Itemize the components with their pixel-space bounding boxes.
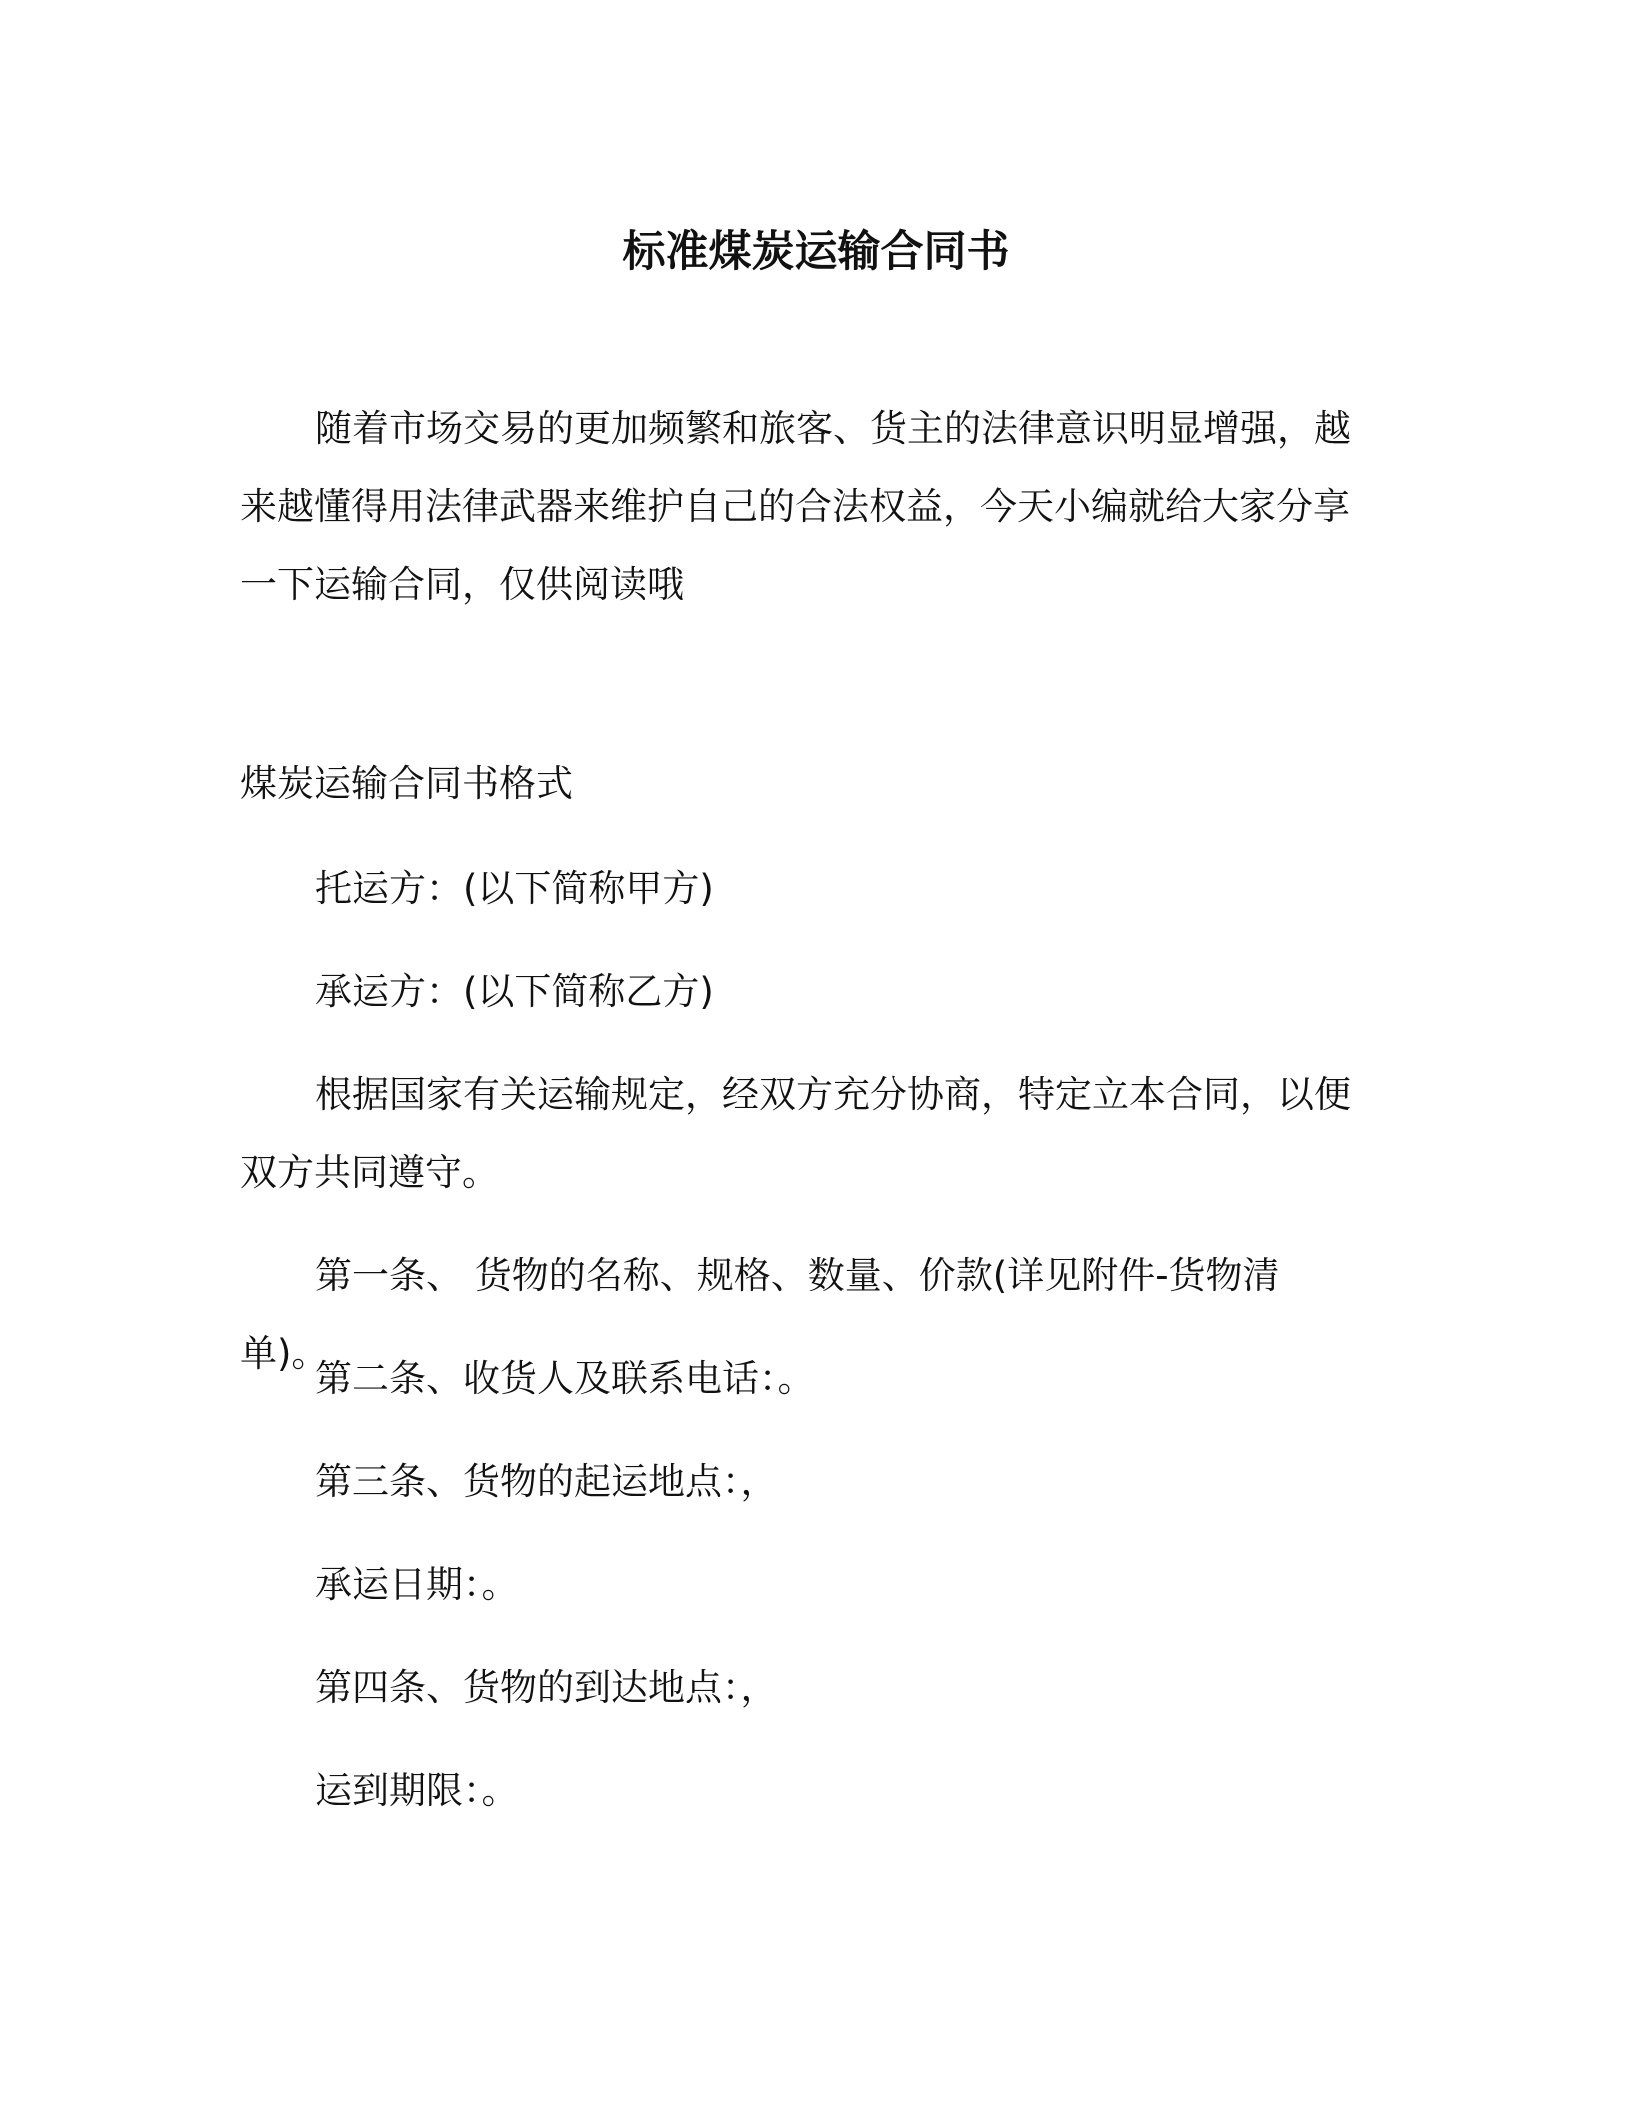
carrier-line: 承运方：(以下简称乙方): [315, 970, 714, 1013]
article-1: 第一条、 货物的名称、规格、数量、价款(详见附件-货物清单)。: [240, 1254, 1280, 1375]
shipper-line: 托运方：(以下简称甲方): [315, 867, 714, 910]
article-2: 第二条、收货人及联系电话：。: [315, 1357, 815, 1400]
delivery-deadline-line: 运到期限：。: [315, 1769, 519, 1812]
intro-paragraph: 随着市场交易的更加频繁和旅客、货主的法律意识明显增强，越来越懂得用法律武器来维护自己的合法权益，今天小编就给大家分享一下运输合同，仅供阅读哦: [240, 407, 1351, 606]
section-heading: 煤炭运输合同书格式: [240, 762, 573, 805]
article-3: 第三条、货物的起运地点：，: [315, 1460, 778, 1503]
shipping-date-line: 承运日期：。: [315, 1563, 519, 1606]
article-4: 第四条、货物的到达地点：，: [315, 1666, 778, 1709]
document-body: [240, 390, 1355, 1812]
preamble-paragraph: 根据国家有关运输规定，经双方充分协商，特定立本合同，以便双方共同遵守。: [240, 1073, 1351, 1194]
document-title: 标准煤炭运输合同书: [622, 227, 1010, 277]
